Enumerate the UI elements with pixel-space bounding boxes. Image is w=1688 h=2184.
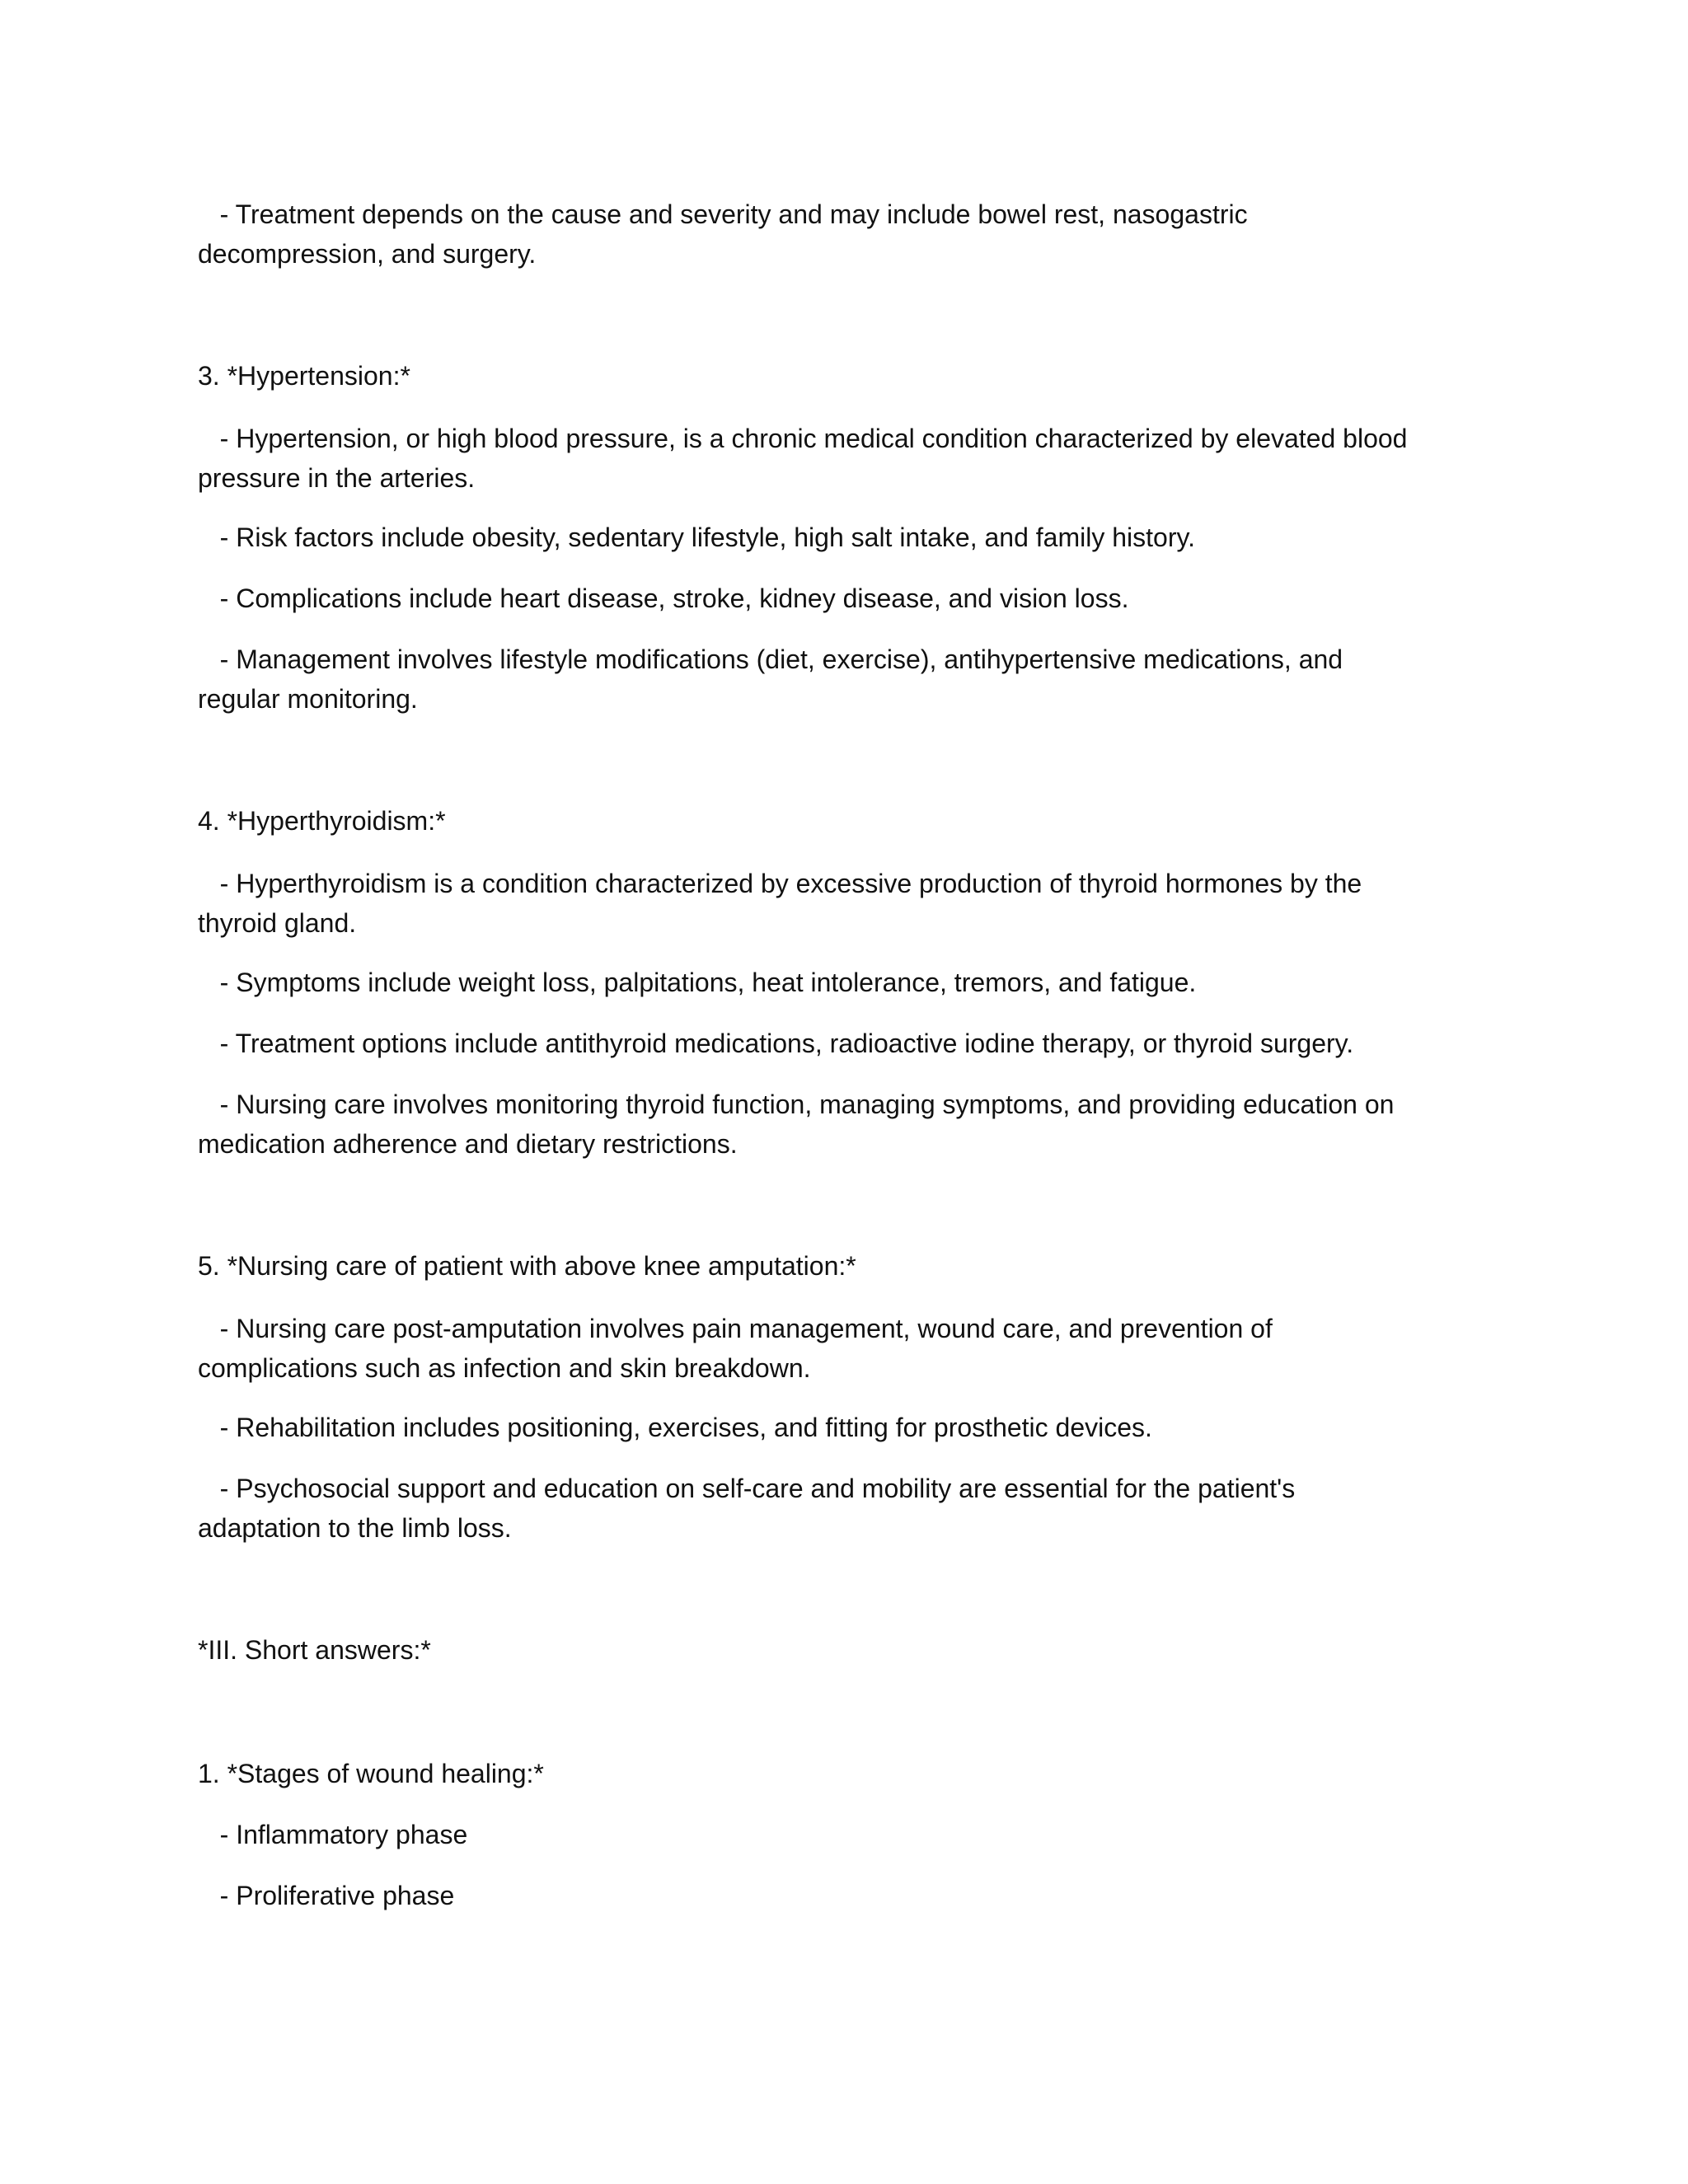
paragraph-amputation-psychosocial: - Psychosocial support and education on self-care and mobility are essential for the patient's adaptation to the limb loss. (198, 1474, 1296, 1543)
heading-hyperthyroidism: 4. *Hyperthyroidism:* (198, 806, 446, 836)
paragraph-hyperthyroidism-symptoms: - Symptoms include weight loss, palpitations, heat intolerance, tremors, and fatigue. (198, 968, 1197, 997)
section-heading-short-answers: *III. Short answers:* (198, 1635, 431, 1665)
heading-wound-healing: 1. *Stages of wound healing:* (198, 1759, 544, 1788)
heading-amputation: 5. *Nursing care of patient with above knee amputation:* (198, 1251, 856, 1281)
paragraph-hypertension-definition: - Hypertension, or high blood pressure, is a chronic medical condition characterized by elevated blood pressure in the arteries. (198, 424, 1408, 493)
paragraph-hypertension-management: - Management involves lifestyle modifications (diet, exercise), antihypertensive medications, and regular monitoring. (198, 644, 1343, 714)
paragraph-amputation-rehabilitation: - Rehabilitation includes positioning, exercises, and fitting for prosthetic devices. (198, 1413, 1152, 1442)
paragraph-hyperthyroidism-treatment: - Treatment options include antithyroid medications, radioactive iodine therapy, or thyroid surgery. (198, 1029, 1354, 1058)
paragraph-hypertension-complications: - Complications include heart disease, stroke, kidney disease, and vision loss. (198, 583, 1129, 613)
paragraph-hyperthyroidism-nursing-care: - Nursing care involves monitoring thyroid function, managing symptoms, and providing education on medication adherence and dietary restrictions. (198, 1090, 1395, 1159)
paragraph-hypertension-risk-factors: - Risk factors include obesity, sedentary lifestyle, high salt intake, and family history. (198, 523, 1195, 552)
paragraph-treatment-bowel: - Treatment depends on the cause and severity and may include bowel rest, nasogastric decompression, and surgery. (198, 199, 1248, 269)
paragraph-hyperthyroidism-definition: - Hyperthyroidism is a condition characterized by excessive production of thyroid hormones by the thyroid gland. (198, 869, 1362, 938)
heading-hypertension: 3. *Hypertension:* (198, 361, 410, 391)
list-item-inflammatory-phase: - Inflammatory phase (198, 1820, 468, 1849)
paragraph-amputation-nursing-care: - Nursing care post-amputation involves pain management, wound care, and prevention of complications such as infection and skin breakdown. (198, 1314, 1273, 1383)
list-item-proliferative-phase: - Proliferative phase (198, 1881, 455, 1910)
